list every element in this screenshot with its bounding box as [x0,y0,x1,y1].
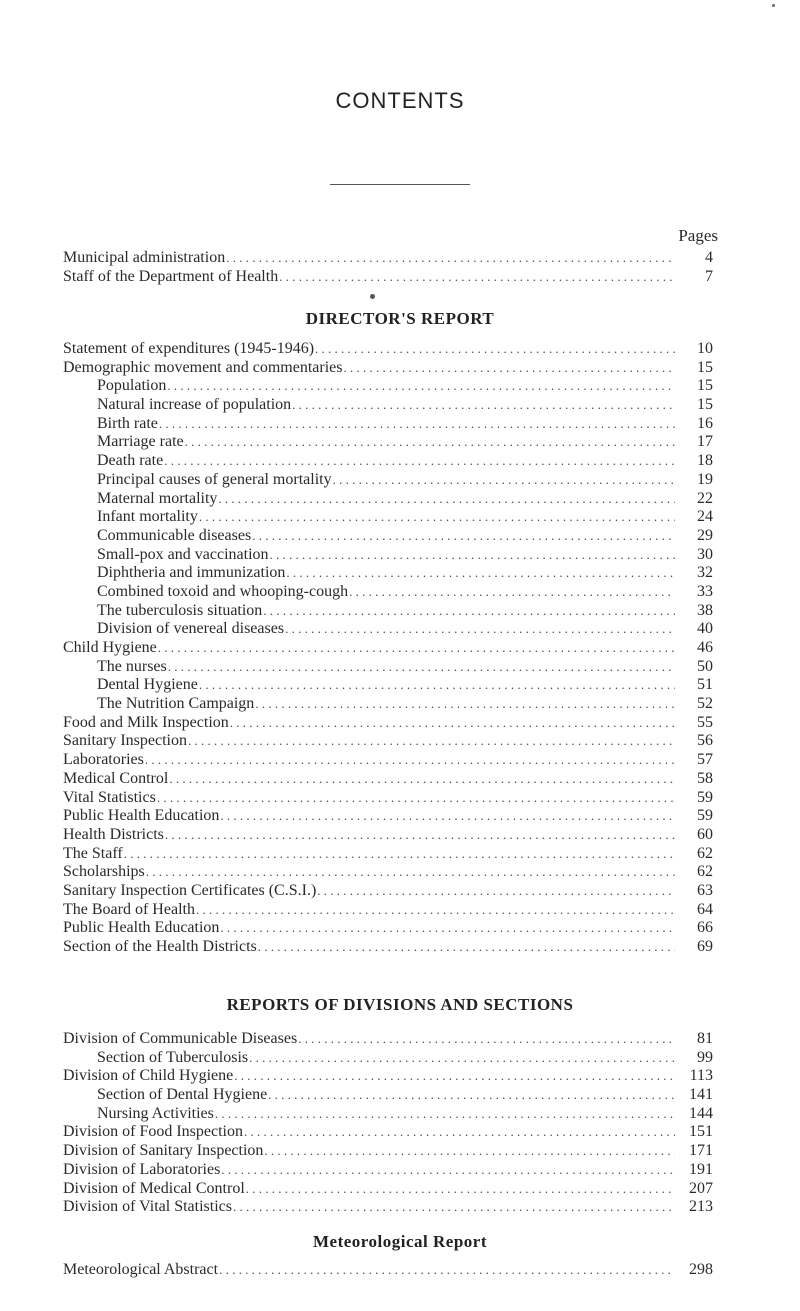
leader-dots [199,676,675,695]
toc-entry-page: 18 [697,452,713,470]
toc-entry-label: Small-pox and vaccination [97,545,269,563]
leader-dots [219,1261,675,1280]
leader-dots [298,1030,675,1049]
toc-entry [63,938,713,957]
page-title: CONTENTS [335,88,465,113]
toc-entry-label: The tuberculosis situation [97,601,263,619]
bullet-mark [370,294,375,299]
toc-entry-label: Population [97,377,167,395]
leader-dots [185,433,675,452]
toc-entry-label: Scholarships [63,863,145,881]
leader-dots [249,1049,675,1068]
toc-entry-page: 191 [689,1160,713,1178]
toc-entry-label: The Nutrition Campaign [97,695,255,713]
toc-entry-label: Food and Milk Inspection [63,713,229,731]
toc-entry [63,639,713,658]
toc-entry-label: Medical Control [63,769,169,787]
toc-entry-page: 62 [697,863,713,881]
toc-entry-label: The Board of Health [63,900,195,918]
toc-entry-label: Maternal mortality [97,489,218,507]
toc-entry [63,919,713,938]
toc-entry-page: 33 [697,582,713,600]
toc-entry-page: 16 [697,414,713,432]
toc-entry-page: 15 [697,377,713,395]
leader-dots [234,1067,675,1086]
toc-entry [63,377,713,396]
toc-entry-label: Section of Dental Hygiene [97,1086,268,1104]
toc-entry-label: Municipal administration [63,249,226,266]
toc-entry-page: 32 [697,564,713,582]
toc-entry-page: 52 [697,695,713,713]
toc-entry-page: 58 [697,769,713,787]
toc-entry-label: Public Health Education [63,807,220,825]
leader-dots [157,789,675,808]
toc-entry-page: 298 [689,1261,713,1278]
directors-report-heading: DIRECTOR'S REPORT [305,309,495,328]
toc-entry-page: 81 [697,1030,713,1047]
toc-entry-page: 30 [697,545,713,563]
meteorological-list [63,1261,713,1280]
leader-dots [168,658,675,677]
leader-dots [263,602,675,621]
front-matter-list [63,249,713,286]
leader-dots [292,396,675,415]
toc-entry-page: 113 [689,1067,713,1085]
toc-entry-page: 151 [689,1123,713,1141]
toc-entry [63,1180,713,1199]
toc-entry [63,1086,713,1105]
print-speck [772,4,775,7]
meteorological-heading: Meteorological Report [313,1232,487,1251]
leader-dots [169,770,675,789]
toc-entry-page: 57 [697,751,713,769]
leader-dots [268,1086,675,1105]
toc-entry-page: 207 [689,1179,713,1197]
toc-entry-page: 213 [689,1198,713,1216]
toc-entry-page: 69 [697,938,713,955]
toc-entry-page: 63 [697,881,713,899]
toc-entry [63,751,713,770]
toc-entry [63,564,713,583]
divider [330,184,470,185]
toc-entry-label: Sanitary Inspection Certificates (C.S.I.) [63,881,317,899]
leader-dots [159,415,675,434]
toc-entry-page: 59 [697,788,713,806]
toc-entry-page: 29 [697,526,713,544]
toc-entry-page: 19 [697,470,713,488]
toc-entry [63,676,713,695]
toc-entry [63,490,713,509]
leader-dots [220,919,675,938]
leader-dots [343,359,675,378]
directors-report-list [63,340,713,957]
leader-dots [246,1180,675,1199]
leader-dots [167,377,675,396]
toc-entry [63,863,713,882]
toc-entry [63,901,713,920]
leader-dots [286,564,675,583]
leader-dots [221,1161,675,1180]
toc-entry-page: 64 [697,900,713,918]
leader-dots [270,546,675,565]
toc-entry-page: 22 [697,489,713,507]
toc-entry-label: Nursing Activities [97,1104,214,1122]
toc-entry-label: Division of Communicable Diseases [63,1030,298,1047]
toc-entry-page: 7 [705,267,713,285]
division-reports-heading: REPORTS OF DIVISIONS AND SECTIONS [226,995,574,1014]
toc-entry-page: 15 [697,358,713,376]
toc-entry [63,826,713,845]
leader-dots [215,1105,675,1124]
leader-dots [230,714,675,733]
leader-dots [233,1198,675,1217]
toc-entry-page: 24 [697,508,713,526]
leader-dots [165,826,675,845]
toc-entry-page: 50 [697,657,713,675]
toc-entry-label: Public Health Education [63,919,220,937]
toc-entry [63,268,713,287]
toc-entry-page: 144 [689,1104,713,1122]
toc-entry-label: Combined toxoid and whooping-cough [97,582,349,600]
toc-entry-page: 171 [689,1142,713,1160]
leader-dots [124,845,675,864]
toc-entry-label: Division of venereal diseases [97,620,285,638]
toc-entry-label: Staff of the Department of Health [63,267,279,285]
leader-dots [244,1123,675,1142]
leader-dots [188,732,675,751]
toc-entry-page: 66 [697,919,713,937]
toc-entry [63,620,713,639]
toc-entry-label: Marriage rate [97,433,184,451]
leader-dots [349,583,675,602]
leader-dots [226,249,675,268]
toc-entry [63,732,713,751]
toc-entry [63,249,713,268]
toc-entry [63,359,713,378]
toc-entry [63,807,713,826]
toc-entry-label: Division of Vital Statistics [63,1198,232,1216]
toc-entry-label: Vital Statistics [63,788,156,806]
leader-dots [258,938,675,957]
toc-entry-page: 56 [697,732,713,750]
toc-entry [63,770,713,789]
toc-entry-label: Infant mortality [97,508,198,526]
toc-entry [63,1161,713,1180]
toc-entry [63,527,713,546]
toc-entry-label: Demographic movement and commentaries [63,358,343,376]
leader-dots [255,695,675,714]
toc-entry [63,845,713,864]
leader-dots [285,620,675,639]
toc-entry [63,789,713,808]
toc-entry [63,602,713,621]
toc-entry-label: Principal causes of general mortality [97,470,332,488]
toc-entry [63,1067,713,1086]
leader-dots [220,807,675,826]
toc-entry-label: Health Districts [63,825,164,843]
toc-entry-page: 46 [697,639,713,656]
toc-entry-page: 62 [697,844,713,862]
leader-dots [199,508,675,527]
division-reports-list [63,1030,713,1217]
leader-dots [218,490,675,509]
toc-entry-label: Division of Laboratories [63,1160,221,1178]
toc-entry-label: Division of Medical Control [63,1179,245,1197]
toc-entry [63,415,713,434]
toc-entry-page: 51 [697,676,713,694]
toc-entry-label: Division of Child Hygiene [63,1067,234,1085]
toc-entry-page: 99 [697,1048,713,1066]
pages-column-header: Pages [678,226,718,245]
toc-entry-page: 38 [697,601,713,619]
toc-entry-page: 59 [697,807,713,825]
toc-entry [63,583,713,602]
toc-entry [63,882,713,901]
toc-entry [63,1105,713,1124]
toc-entry-label: Section of Tuberculosis [97,1048,249,1066]
toc-entry-page: 40 [697,620,713,638]
toc-entry [63,1049,713,1068]
toc-entry-page: 4 [705,249,713,266]
toc-entry-label: Child Hygiene [63,639,157,656]
toc-entry [63,1142,713,1161]
toc-entry-label: Death rate [97,452,164,470]
leader-dots [145,751,675,770]
toc-entry [63,471,713,490]
toc-entry-page: 60 [697,825,713,843]
toc-entry [63,340,713,359]
toc-entry-label: Meteorological Abstract [63,1261,219,1278]
toc-entry [63,1261,713,1280]
leader-dots [317,882,675,901]
toc-entry [63,546,713,565]
leader-dots [146,863,675,882]
leader-dots [196,901,675,920]
toc-entry [63,433,713,452]
leader-dots [164,452,675,471]
toc-entry-label: Natural increase of population [97,396,292,414]
toc-entry [63,695,713,714]
leader-dots [252,527,675,546]
toc-entry-label: Communicable diseases [97,526,252,544]
toc-entry [63,1123,713,1142]
toc-entry-page: 55 [697,713,713,731]
toc-entry-label: Sanitary Inspection [63,732,187,750]
toc-entry [63,452,713,471]
leader-dots [315,340,675,359]
toc-entry-label: The Staff [63,844,123,862]
toc-entry-page: 141 [689,1086,713,1104]
toc-entry-label: Diphtheria and immunization [97,564,286,582]
leader-dots [158,639,675,658]
toc-entry-page: 17 [697,433,713,451]
toc-entry-page: 10 [697,340,713,357]
toc-entry-label: Statement of expenditures (1945-1946) [63,340,315,357]
toc-entry [63,1030,713,1049]
toc-entry-page: 15 [697,396,713,414]
toc-entry [63,714,713,733]
toc-entry-label: Division of Sanitary Inspection [63,1142,264,1160]
toc-entry-label: Dental Hygiene [97,676,198,694]
toc-entry-label: Laboratories [63,751,144,769]
toc-entry-label: Birth rate [97,414,158,432]
toc-entry [63,508,713,527]
toc-entry [63,396,713,415]
leader-dots [264,1142,675,1161]
toc-entry-label: Division of Food Inspection [63,1123,243,1141]
leader-dots [333,471,675,490]
leader-dots [279,268,675,287]
toc-entry-label: Section of the Health Districts [63,938,257,955]
toc-entry-label: The nurses [97,657,167,675]
toc-entry [63,1198,713,1217]
toc-entry [63,658,713,677]
